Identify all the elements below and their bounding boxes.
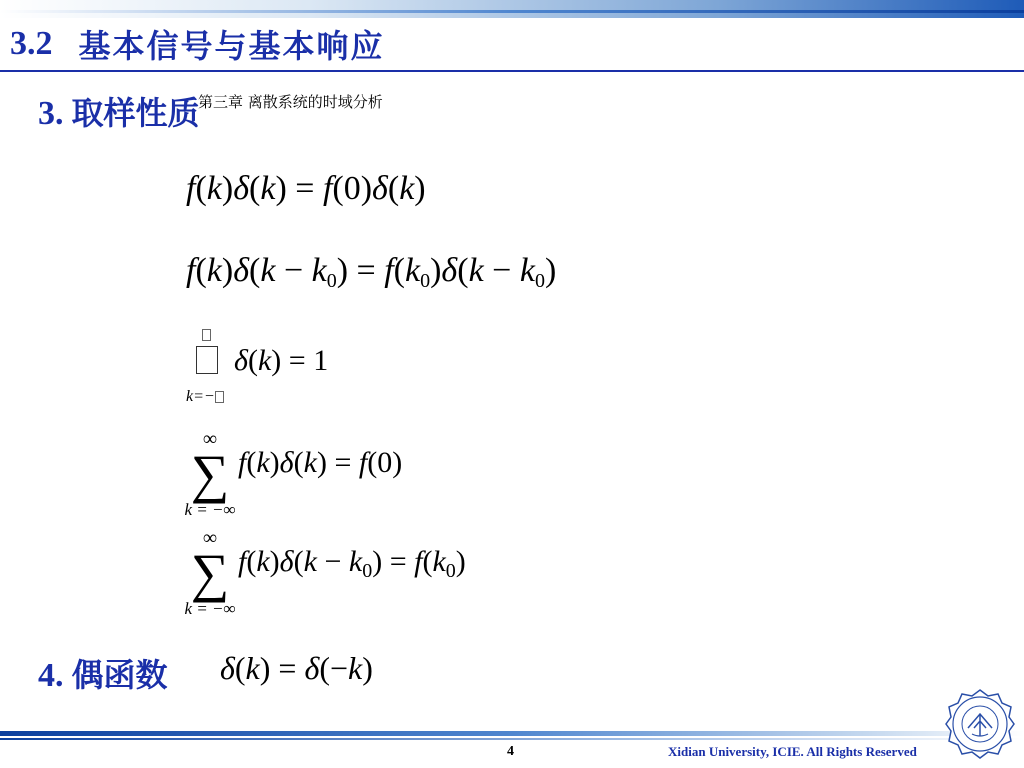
sigma-icon: ∑ bbox=[190, 444, 230, 504]
title-text: 基本信号与基本响应 bbox=[78, 27, 385, 65]
section-3-title: 取样性质 bbox=[71, 94, 200, 132]
sum-upper-limit: ∞ bbox=[202, 527, 218, 549]
section-4-heading bbox=[38, 650, 168, 696]
sigma-icon: ∑ bbox=[190, 543, 230, 603]
section-3-heading bbox=[38, 88, 200, 134]
sum-operator-1 bbox=[182, 428, 238, 520]
footer-band bbox=[0, 731, 1024, 736]
sum-upper-limit: ∞ bbox=[202, 428, 218, 450]
title-divider bbox=[0, 70, 1024, 72]
slide-title bbox=[10, 22, 385, 66]
page-number: 4 bbox=[507, 744, 514, 759]
sum-delta-expression: δ(k) = 1 bbox=[234, 344, 329, 377]
equation-sampling-1: f(k)δ(k) = f(0)δ(k) bbox=[186, 170, 426, 207]
sum-lower-limit: k = −∞ bbox=[184, 500, 236, 519]
section-3-number: 3. bbox=[38, 95, 64, 132]
sum-lower-limit bbox=[186, 388, 224, 406]
sum-lower-limit: k = −∞ bbox=[184, 599, 236, 618]
missing-glyph-icon bbox=[215, 391, 224, 403]
title-number: 3.2 bbox=[10, 25, 53, 62]
chapter-label: 第三章 离散系统的时域分析 bbox=[198, 93, 383, 111]
missing-glyph-icon bbox=[202, 326, 211, 344]
equation-even-function: δ(k) = δ(−k) bbox=[220, 650, 373, 686]
sum-placeholder-icon bbox=[196, 346, 218, 379]
sum-operator-2 bbox=[182, 527, 238, 619]
footer-band-thin bbox=[0, 738, 1024, 740]
section-4-title: 偶函数 bbox=[71, 656, 168, 694]
top-decorative-band bbox=[0, 0, 1024, 18]
equation-sum-sampling: f(k)δ(k) = f(0) bbox=[238, 446, 403, 479]
footer-copyright: Xidian University, ICIE. All Rights Reserved bbox=[668, 744, 917, 759]
equation-sum-sampling-shift: $f(k)\delta(k - k_0) = f(k_0)$ bbox=[238, 545, 466, 582]
equation-sampling-2: $f(k)\delta(k - k_0) = f(k_0)\delta(k - k_0)$ bbox=[186, 252, 557, 292]
section-4-number: 4. bbox=[38, 657, 64, 694]
university-seal-icon bbox=[944, 688, 1016, 760]
sum-lower-text: k=− bbox=[186, 388, 215, 405]
